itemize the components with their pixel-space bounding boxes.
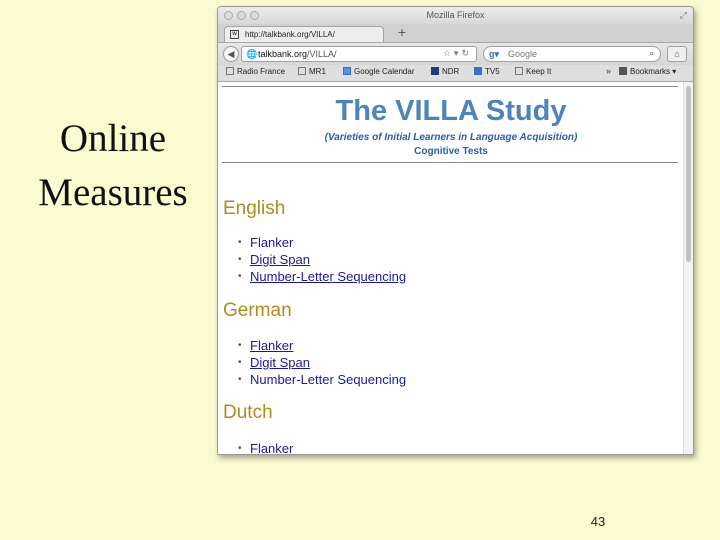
url-bar-icons	[443, 48, 472, 59]
bookmark-page-icon	[298, 67, 306, 75]
page-subtitle-cognitive-tests: Cognitive Tests	[414, 146, 488, 157]
list-item	[238, 252, 406, 269]
bookmark-item[interactable]: MR1	[298, 67, 326, 76]
test-list-english	[238, 235, 406, 286]
test-link-flanker[interactable]: Flanker	[250, 338, 294, 353]
search-bar[interactable]	[483, 46, 661, 62]
vertical-scrollbar[interactable]	[683, 82, 693, 454]
dropdown-icon[interactable]: ▾	[453, 48, 462, 58]
tv5-icon	[474, 67, 482, 75]
tab-bar	[218, 24, 693, 43]
slide-page-number: 43	[590, 514, 606, 529]
bookmarks-icon	[619, 67, 627, 75]
list-item	[238, 338, 406, 355]
tab-villa[interactable]	[224, 26, 384, 42]
reload-icon[interactable]: ↻	[461, 48, 472, 58]
test-link-number-letter-sequencing[interactable]: Number-Letter Sequencing	[250, 372, 407, 387]
list-item	[238, 235, 406, 252]
page-subtitle: (Varieties of Initial Learners in Language Acquisition)	[324, 132, 578, 143]
ndr-icon	[431, 67, 439, 75]
list-item	[238, 441, 293, 454]
bookmarks-toolbar	[218, 65, 693, 82]
url-text	[258, 49, 337, 59]
section-heading-german: German	[223, 300, 292, 321]
window-title: Mozilla Firefox	[426, 10, 485, 20]
page-content	[218, 82, 684, 454]
slide-title-line-2: Measures	[38, 171, 188, 214]
list-item	[238, 372, 406, 389]
bookmark-item[interactable]: TV5	[474, 67, 500, 76]
fullscreen-icon[interactable]: ⤢	[679, 10, 687, 20]
test-link-number-letter-sequencing[interactable]: Number-Letter Sequencing	[250, 269, 407, 284]
site-identity-icon[interactable]: 🌐	[246, 49, 258, 59]
home-button[interactable]: ⌂	[667, 46, 687, 62]
divider	[222, 162, 678, 163]
bookmark-star-icon[interactable]: ☆	[442, 48, 454, 58]
test-link-digit-span[interactable]: Digit Span	[250, 355, 310, 370]
section-heading-english: English	[223, 198, 286, 219]
section-heading-dutch: Dutch	[223, 402, 273, 423]
divider	[222, 86, 678, 87]
new-tab-button[interactable]: +	[397, 24, 407, 40]
test-link-flanker[interactable]: Flanker	[250, 235, 294, 250]
slide-title	[18, 112, 208, 220]
browser-window	[217, 6, 694, 455]
bookmark-item[interactable]: NDR	[431, 67, 459, 76]
scrollbar-thumb[interactable]	[686, 86, 691, 262]
url-bar[interactable]	[241, 46, 477, 62]
search-icon[interactable]: ⌕	[648, 48, 654, 58]
list-item	[238, 269, 406, 286]
tab-label: http://talkbank.org/VILLA/	[245, 30, 335, 39]
bookmark-item[interactable]: Keep It	[515, 67, 551, 76]
test-list-dutch	[238, 441, 293, 454]
bookmark-item[interactable]: Radio France	[226, 67, 285, 76]
calendar-icon	[343, 67, 351, 75]
test-link-flanker[interactable]: Flanker	[250, 441, 294, 454]
slide-title-line-1: Online	[59, 117, 167, 160]
page-heading: The VILLA Study	[335, 95, 567, 127]
test-link-digit-span[interactable]: Digit Span	[250, 252, 310, 267]
list-item	[238, 355, 406, 372]
bookmarks-menu-button[interactable]: Bookmarks ▾	[619, 67, 676, 76]
window-titlebar	[218, 7, 693, 24]
bookmark-item[interactable]: Google Calendar	[343, 67, 414, 76]
test-list-german	[238, 338, 406, 389]
bookmarks-overflow-button[interactable]: »	[606, 66, 612, 76]
back-button[interactable]: ◀	[223, 46, 239, 62]
bookmark-page-icon	[515, 67, 523, 75]
google-icon[interactable]: g▾	[489, 49, 500, 59]
search-placeholder: Google	[508, 49, 538, 59]
url-path: /VILLA/	[307, 49, 337, 59]
bookmark-page-icon	[226, 67, 234, 75]
navigation-bar	[218, 43, 693, 65]
favicon-icon: w	[230, 30, 239, 39]
url-domain: talkbank.org	[258, 49, 308, 59]
